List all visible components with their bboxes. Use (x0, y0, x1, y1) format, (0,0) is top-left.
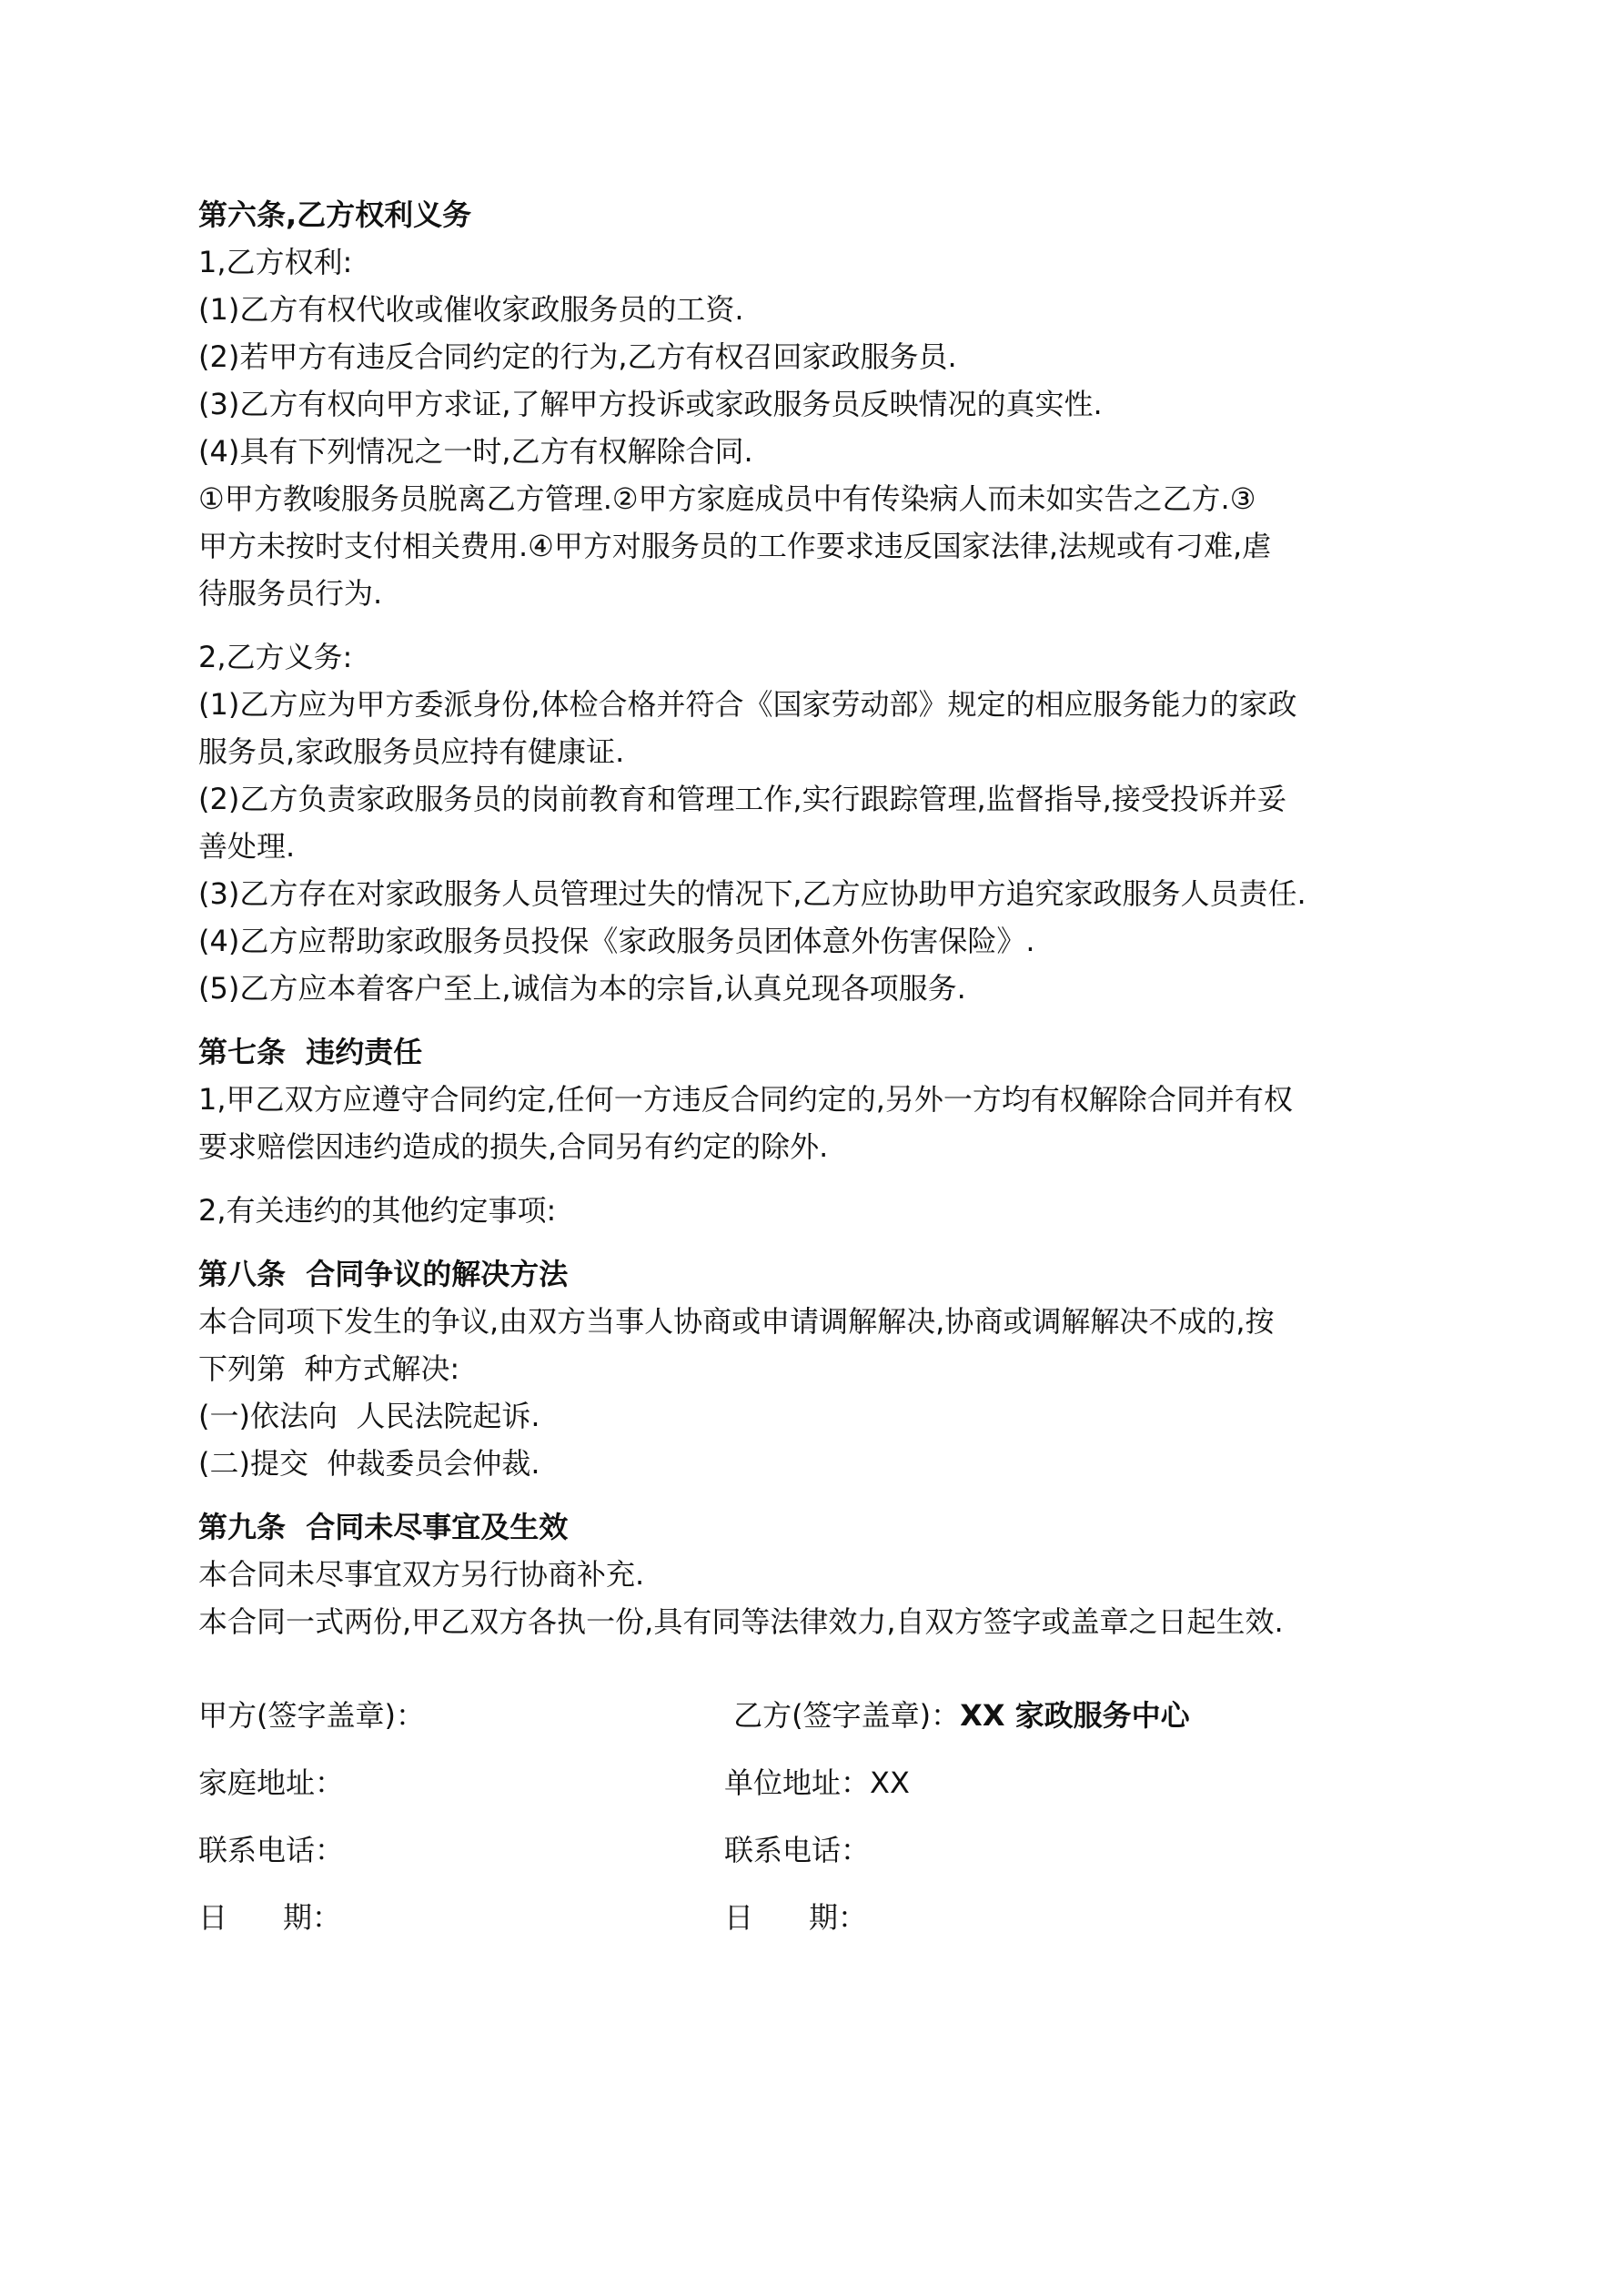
party-a-date-label: 日 期： (198, 1900, 342, 1935)
phone-row (198, 1815, 1436, 1882)
liability-line: 要求赔偿因违约造成的损失,合同另有约定的除外. (198, 1129, 829, 1164)
signature-row (198, 1680, 1436, 1747)
effect-line: 本合同未尽事宜双方另行协商补充. (198, 1557, 645, 1592)
termination-case-line: 甲方未按时支付相关费用.④甲方对服务员的工作要求违反国家法律,法规或有刁难,虐 (198, 529, 1272, 563)
liability-line: 1,甲乙双方应遵守合同约定,任何一方违反合同约定的,另外一方均有权解除合同并有权 (198, 1082, 1293, 1117)
unit-address (724, 1760, 910, 1802)
duties-heading: 2,乙方义务: (198, 640, 353, 674)
article-7-title: 第七条 违约责任 (198, 1035, 423, 1069)
duty-line: (1)乙方应为甲方委派身份,体检合格并符合《国家劳动部》规定的相应服务能力的家政 (198, 687, 1297, 722)
duty-line: (3)乙方存在对家政服务人员管理过失的情况下,乙方应协助甲方追究家政服务人员责任. (198, 876, 1306, 911)
other-terms-line: 2,有关违约的其他约定事项: (198, 1193, 557, 1228)
right-item: (4)具有下列情况之一时,乙方有权解除合同. (198, 434, 753, 469)
duty-line: (2)乙方负责家政服务员的岗前教育和管理工作,实行跟踪管理,监督指导,接受投诉并妥 (198, 782, 1286, 816)
article-9-title: 第九条 合同未尽事宜及生效 (198, 1510, 569, 1544)
dispute-line: 本合同项下发生的争议,由双方当事人协商或申请调解解决,协商或调解解决不成的,按 (198, 1304, 1275, 1339)
party-b-sign (724, 1693, 1190, 1735)
right-item: (2)若甲方有违反合同约定的行为,乙方有权召回家政服务员. (198, 339, 957, 374)
party-b-date-label: 日 期： (724, 1900, 868, 1935)
party-b-name: XX 家政服务中心 (960, 1698, 1190, 1733)
dispute-line: (一)依法向 人民法院起诉. (198, 1399, 540, 1433)
duty-line: (4)乙方应帮助家政服务员投保《家政服务员团体意外伤害保险》. (198, 924, 1035, 958)
party-b-sign-label: 乙方(签字盖章)： (724, 1698, 961, 1733)
rights-heading: 1,乙方权利: (198, 245, 353, 279)
effect-line: 本合同一式两份,甲乙双方各执一份,具有同等法律效力,自双方签字或盖章之日起生效. (198, 1604, 1284, 1639)
termination-case-line: ①甲方教唆服务员脱离乙方管理.②甲方家庭成员中有传染病人而未如实告之乙方.③ (198, 481, 1256, 516)
dispute-line: 下列第 种方式解决: (198, 1351, 460, 1386)
unit-address-value: XX (870, 1765, 910, 1800)
signature-block (198, 1680, 1436, 1949)
right-item: (1)乙方有权代收或催收家政服务员的工资. (198, 292, 744, 327)
party-b-phone-label: 联系电话： (724, 1833, 871, 1867)
duty-line: 善处理. (198, 829, 296, 864)
home-address-label: 家庭地址： (198, 1765, 345, 1800)
dispute-line: (二)提交 仲裁委员会仲裁. (198, 1446, 540, 1481)
right-item: (3)乙方有权向甲方求证,了解甲方投诉或家政服务员反映情况的真实性. (198, 387, 1103, 421)
termination-case-line: 待服务员行为. (198, 576, 383, 611)
article-6-title: 第六条,乙方权利义务 (198, 197, 472, 232)
duty-line: (5)乙方应本着客户至上,诚信为本的宗旨,认真兑现各项服务. (198, 971, 966, 1006)
article-8-title: 第八条 合同争议的解决方法 (198, 1257, 569, 1291)
party-a-sign-label: 甲方(签字盖章)： (198, 1698, 425, 1733)
unit-address-label: 单位地址： (724, 1765, 871, 1800)
contract-page (198, 191, 1436, 1949)
date-row (198, 1882, 1436, 1949)
duty-line: 服务员,家政服务员应持有健康证. (198, 734, 625, 769)
party-a-phone-label: 联系电话： (198, 1833, 345, 1867)
address-row (198, 1747, 1436, 1815)
